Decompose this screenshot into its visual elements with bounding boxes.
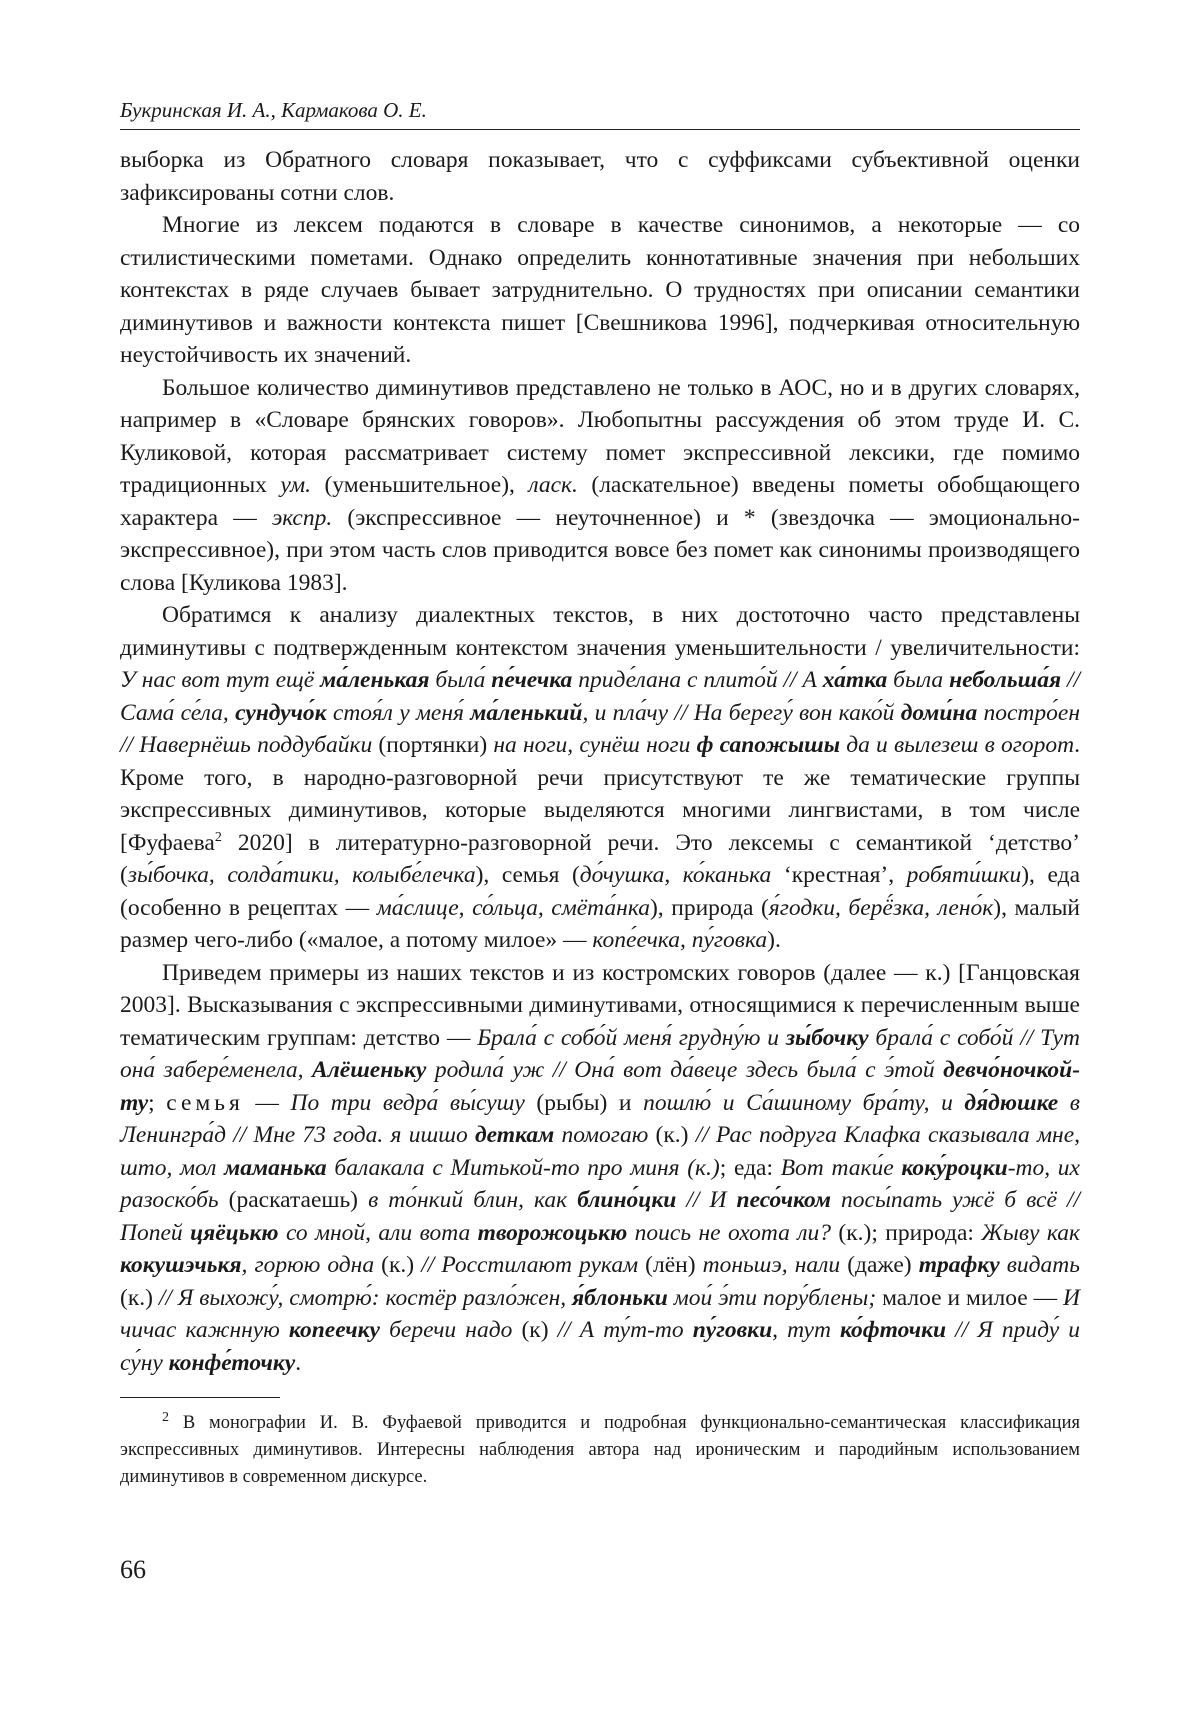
running-head: Букринская И. А., Кармакова О. Е. xyxy=(120,98,1080,130)
text-run: — xyxy=(243,1089,291,1116)
example-text: , горюю одна xyxy=(241,1252,375,1278)
text-run: Многие из лексем подаются в словаре в качестве синонимов, а некоторые — со стилистическими пометами. Однако определить коннотативные значения при небольших контекстах в ряде случаев бывает затруднительно. О трудностях при описании семантики диминутивов и важности контекста пишет [Свешникова 1996], подчеркивая относительную неустойчивость их значений. xyxy=(120,212,1080,368)
example-text: И чичас кажнную xyxy=(120,1284,1080,1343)
diminutive-term: сундучо́к xyxy=(235,699,327,726)
example-text: // И xyxy=(676,1187,737,1213)
example-text: была́ xyxy=(429,667,492,693)
paragraph xyxy=(120,372,1080,600)
text-run: ), малый размер чего-либо («малое, а потому милое» — xyxy=(120,894,1080,953)
text-run: 2020] в литературно-разговорной речи. Это лексемы с семантикой ‘детство’ ( xyxy=(120,829,1080,888)
text-run: ), еда (особенно в рецептах — xyxy=(120,862,1081,921)
example-text: , и пла́чу // На берегу́ вон како́й xyxy=(582,699,901,726)
diminutive-term: дя́дюшке xyxy=(964,1089,1059,1116)
example-text: постро́ен // Навернёшь поддубайки xyxy=(120,699,1080,758)
example-text: брала́ с собо́й // Тут она́ забере́менела, xyxy=(120,1024,1080,1083)
example-text: Брала́ с собо́й меня́ грудну́ю и xyxy=(477,1024,786,1051)
footnote-ref: 2 xyxy=(214,829,222,845)
example-text: // Росстилают рукам xyxy=(421,1252,639,1278)
paragraph xyxy=(120,144,1080,209)
example-text: беречи надо xyxy=(379,1317,513,1343)
text-run: Приведем примеры из наших текстов и из костромских говоров (далее — к.) [Ганцовская 2003]. Высказывания с экспрессивными диминутивами, относящимися к перечисленным выше тематическим группам: детство — xyxy=(120,959,1080,1051)
example-text: ма́слице, со́льца, смёта́нка xyxy=(376,894,650,921)
diminutive-term: кокушэчькя xyxy=(120,1252,242,1278)
diminutive-term: песо́чком xyxy=(736,1187,831,1213)
text-run: ‘крестная’, xyxy=(771,862,907,888)
text-run: (экспрессивное — неуточненное) и * (звездочка — эмоционально-экспрессивное), при этом часть слов приводится вовсе без помет как синонимы производящего слова [Куликова 1983]. xyxy=(120,504,1080,596)
text-run: ). xyxy=(767,927,781,953)
example-text: // Я приду́ и су́ну xyxy=(120,1317,1081,1376)
example-text: // Сама́ се́ла, xyxy=(120,667,1080,726)
example-text: стоя́л у меня́ xyxy=(326,699,471,726)
example-text: со мной, али вота xyxy=(278,1219,478,1246)
example-text: экспр. xyxy=(271,504,333,531)
example-text: видать xyxy=(999,1252,1080,1278)
example-text: приде́лана с плито́й // А xyxy=(572,667,823,693)
example-text: родила́ уж // Она́ вот да́веце здесь была́ с э́той xyxy=(426,1057,944,1083)
example-text: балакала с Митькой-то про миня (к.) xyxy=(326,1154,720,1181)
example-text: ласк. xyxy=(528,472,578,498)
page-number: 66 xyxy=(120,1555,146,1584)
example-text: до́чушка, ко́канька xyxy=(579,862,772,888)
example-text: копе́ечка, пу́говка xyxy=(592,927,768,953)
diminutive-term: конфе́точку xyxy=(168,1349,296,1376)
diminutive-term: ма́ленькая xyxy=(320,667,430,693)
diminutive-term: ха́тка xyxy=(822,667,888,693)
example-text: У нас вот тут ещё xyxy=(120,667,321,693)
example-text: мои́ э́ти пору́блены; xyxy=(667,1284,877,1311)
example-text: Вот таки́е xyxy=(780,1154,902,1181)
diminutive-term: небольша́я xyxy=(949,667,1062,693)
example-text: Жыву как xyxy=(981,1219,1081,1246)
diminutive-term: зы́бочку xyxy=(785,1024,869,1051)
example-text: -то, их разоско́бь xyxy=(120,1154,1080,1213)
diminutive-term: блино́цки xyxy=(577,1187,677,1213)
example-text: помогаю xyxy=(554,1122,649,1148)
text-run: (уменьшительное), xyxy=(311,472,529,498)
example-text: зы́бочка, солда́тики, колыбе́лечка xyxy=(127,862,476,888)
example-text: пошлю́ и Са́шиному бра́ту, и xyxy=(643,1089,965,1116)
text-run: ), природа ( xyxy=(649,894,769,921)
example-text: посы́пать ужё б всё // Попей xyxy=(120,1187,1080,1246)
text-run: (к) xyxy=(512,1317,558,1343)
page xyxy=(120,98,1080,1491)
text-run: Большое количество диминутивов представлено не только в АОС, но и в других словарях, например в «Словаре брянских говоров». Любопытны рассуждения об этом труде И. С. Куликовой, которая рассматривает систему помет экспрессивной лексики, где помимо традиционных xyxy=(120,374,1080,498)
diminutive-term: девчо́ночкой-ту xyxy=(120,1057,1081,1116)
text-run: семья xyxy=(166,1089,244,1116)
text-run: ), семья ( xyxy=(475,862,580,888)
text-run: (ласкательное) введены пометы обобщающего характера — xyxy=(120,472,1080,531)
diminutive-term: доми́на xyxy=(900,699,978,726)
diminutive-term: цяёцькю xyxy=(190,1219,279,1246)
text-run: (к.); природа: xyxy=(831,1219,982,1246)
text-run: (даже) xyxy=(840,1252,919,1278)
text-run: (раскатаешь) xyxy=(218,1187,369,1213)
example-text: была xyxy=(887,667,950,693)
text-run: . xyxy=(295,1349,302,1376)
diminutive-term: маманька xyxy=(224,1154,327,1181)
example-text: // Рас подруга Клафка сказывала мне, што, мол xyxy=(120,1122,1080,1181)
example-text: я́годки, берё́зка, лено́к xyxy=(768,894,994,921)
text-run: малое и милое — xyxy=(876,1284,1064,1311)
footnote xyxy=(120,1410,1080,1491)
text-run: Обратимся к анализу диалектных текстов, в них достоточно часто представлены диминутивы с подтвержденным контекстом значения уменьшительности / увеличительности: xyxy=(120,602,1080,661)
text-run: (портянки) xyxy=(372,732,494,758)
example-text: тоньшэ, нали xyxy=(702,1252,841,1278)
paragraph xyxy=(120,957,1080,1380)
text-run: (к.) xyxy=(648,1122,696,1148)
diminutive-term: ма́ленький xyxy=(470,699,583,726)
example-text: в то́нкий блин, как xyxy=(368,1187,578,1213)
text-run: (к.) xyxy=(374,1252,422,1278)
example-text: на ноги, сунёш ноги xyxy=(493,732,697,758)
diminutive-term: ф сапожышы xyxy=(696,732,841,758)
example-text: По три ведра́ вы́сушу xyxy=(290,1089,525,1116)
diminutive-term: копеечку xyxy=(288,1317,380,1343)
text-run: (лён) xyxy=(638,1252,703,1278)
paragraph xyxy=(120,599,1080,957)
diminutive-term: коку́роцки xyxy=(901,1154,1008,1181)
body-text xyxy=(120,144,1080,1379)
example-text: ум. xyxy=(280,472,312,498)
footnote-marker: 2 xyxy=(162,1409,169,1425)
text-run: . Кроме того, в народно-разговорной речи присутствуют те же тематические группы экспрессивных диминутивов, которые выделяются многими лингвистами, в том числе [Фуфаева xyxy=(120,732,1080,856)
example-text: // А ту́т-то xyxy=(557,1317,693,1343)
diminutive-term: деткам xyxy=(474,1122,555,1148)
paragraph xyxy=(120,209,1080,372)
footnote-rule xyxy=(120,1397,280,1398)
example-text: в Ленингра́д // Мне 73 года. я ишшо xyxy=(120,1089,1081,1148)
footnote-text: В монографии И. В. Фуфаевой приводится и подробная функционально-семантическая классификация экспрессивных диминутивов. Интересны наблюдения автора над ироническим и пародийным использованием диминутивов в современном дискурсе. xyxy=(120,1413,1080,1487)
diminutive-term: творожоцькю xyxy=(477,1219,628,1246)
diminutive-term: пу́говки xyxy=(692,1317,773,1343)
text-run: (к.) xyxy=(120,1284,159,1311)
example-text: поись не охота ли? xyxy=(627,1219,831,1246)
text-run: ; еда: xyxy=(719,1154,781,1181)
diminutive-term: я́блоньки xyxy=(572,1284,668,1311)
example-text: , тут xyxy=(772,1317,841,1343)
example-text: да и вылезеш в огорот xyxy=(840,732,1075,758)
text-run: выборка из Обратного словаря показывает, что с суффиксами субъективной оценки зафиксированы сотни слов. xyxy=(120,147,1080,206)
text-run: ; xyxy=(148,1089,167,1116)
diminutive-term: ко́фточки xyxy=(840,1317,947,1343)
text-run: (рыбы) и xyxy=(524,1089,644,1116)
diminutive-term: Алёшеньку xyxy=(312,1057,427,1083)
diminutive-term: пе́чечка xyxy=(491,667,573,693)
example-text: робяти́шки xyxy=(906,862,1022,888)
example-text: // Я выхожу́, смотрю́: костёр разло́жен, xyxy=(158,1284,573,1311)
diminutive-term: трафку xyxy=(918,1252,1000,1278)
